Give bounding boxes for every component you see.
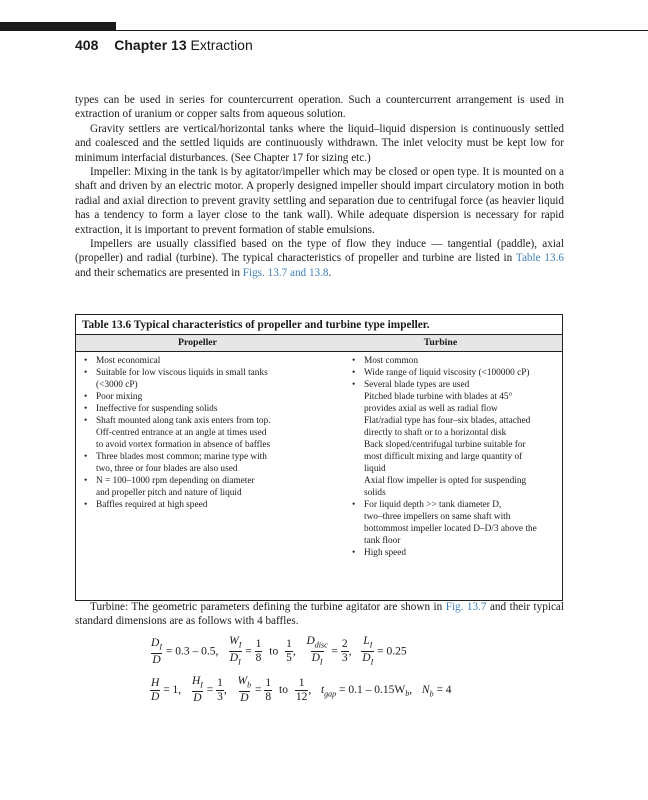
turbine-item: solids xyxy=(364,488,386,498)
eq1-value: = 0.3 – 0.5, xyxy=(165,645,219,658)
eq2-comma: , xyxy=(292,645,296,658)
propeller-item: Off-centred entrance at an angle at times used xyxy=(96,428,267,438)
turbine-list xyxy=(352,355,554,559)
page-number: 408 xyxy=(75,37,99,53)
eq2-to: to xyxy=(269,645,279,658)
turbine-item: • Several blade types are used xyxy=(352,379,554,391)
eq6-den: D xyxy=(193,692,202,705)
eq2-f2-num: 1 xyxy=(286,638,292,651)
eq2-num-sub: I xyxy=(238,640,242,650)
figures-link[interactable]: Figs. 13.7 and 13.8 xyxy=(242,266,329,279)
propeller-column xyxy=(76,352,344,559)
propeller-item: to avoid vortex formation in absence of baffles xyxy=(96,440,271,450)
eq2-f1-num: 1 xyxy=(255,638,262,651)
header-bar xyxy=(0,22,116,31)
eq5-num: H xyxy=(151,676,160,689)
chapter-label: Chapter 13 xyxy=(114,37,187,53)
turbine-item: • Wide range of liquid viscosity (<100000 cP) xyxy=(352,367,554,379)
body-text xyxy=(75,93,564,280)
eq2-equals: = xyxy=(245,645,252,658)
turbine-item: Pitched blade turbine with blades at 45° xyxy=(364,392,513,402)
eq1-den: D xyxy=(152,653,161,666)
eq5-value: = 1, xyxy=(163,683,182,696)
table-13-6 xyxy=(75,314,563,601)
eq8-lhs: t xyxy=(320,683,325,696)
frac-wi-di xyxy=(228,635,242,669)
frac-2-3 xyxy=(341,638,349,665)
eq7-f2-den: 12 xyxy=(295,690,308,703)
running-header xyxy=(75,37,253,53)
eq3-f-den: 3 xyxy=(341,652,348,665)
eq7-den: D xyxy=(240,692,249,705)
eq2-den: D xyxy=(229,652,239,665)
equation-line-1 xyxy=(150,635,407,669)
propeller-item: • Ineffective for suspending solids xyxy=(84,403,336,415)
frac-1-12 xyxy=(295,676,312,704)
eq1-num: D xyxy=(151,636,160,649)
table-link[interactable]: Table 13.6 xyxy=(515,252,565,265)
propeller-item: • Poor mixing xyxy=(84,391,336,403)
turbine-column xyxy=(344,352,562,559)
eq3-comma: , xyxy=(348,645,352,658)
eq2-f1-den: 8 xyxy=(255,652,262,665)
turbine-item: two–three impellers on same shaft with xyxy=(364,512,511,522)
eq6-equals: = xyxy=(206,683,214,696)
frac-1-8 xyxy=(255,638,263,665)
turbine-item: liquid xyxy=(364,464,386,474)
eq7-f2-num: 1 xyxy=(298,676,305,689)
eq2-f2-den: 5 xyxy=(286,652,292,665)
eq4-value: = 0.25 xyxy=(377,645,407,658)
eq8-nb: N xyxy=(421,683,430,696)
turbine-item: • Most common xyxy=(352,355,554,367)
turbine-item: • For liquid depth >> tank diameter D, xyxy=(352,499,554,511)
eq3-num: D xyxy=(306,635,315,647)
eq3-den-sub: I xyxy=(319,657,323,667)
eq7-f1-num: 1 xyxy=(265,676,272,689)
eq4-den: D xyxy=(362,652,371,665)
propeller-item: • Three blades most common; marine type with xyxy=(84,451,336,463)
eq7-to: to xyxy=(279,683,288,696)
turbine-item: Back sloped/centrifugal turbine suitable for xyxy=(364,440,526,450)
paragraph-5-b: and their typical standard dimensions are as follows with 4 baffles. xyxy=(75,601,564,628)
chapter-title: Extraction xyxy=(190,37,253,53)
propeller-item: • Baffles required at high speed xyxy=(84,499,336,511)
turbine-item: Flat/radial type has four–six blades, attached xyxy=(364,416,531,426)
eq6-num: H xyxy=(191,675,201,687)
eq4-num-sub: I xyxy=(369,640,373,650)
turbine-item: bottommost impeller located D–D/3 above the xyxy=(364,524,537,534)
paragraph-2: Gravity settlers are vertical/horizontal tanks where the liquid–liquid dispersion is continuously settled and coalesced and the settled liquids are continuously withdrawn. The inlet velocity must be kept low for minimum interfacial disturbances. (See Chapter 17 for sizing etc.) xyxy=(75,122,564,164)
frac-1-8b xyxy=(264,677,272,704)
frac-hi-d xyxy=(191,675,204,705)
eq8-lhs-sub: gap xyxy=(324,689,337,699)
eq8-value-sub: b xyxy=(405,689,410,699)
col-header-turbine: Turbine xyxy=(423,337,458,348)
propeller-item: • N = 100–1000 rpm depending on diameter xyxy=(84,475,336,487)
eq7-comma: , xyxy=(308,683,312,696)
propeller-item: • Suitable for low viscous liquids in small tanks xyxy=(84,367,336,379)
turbine-paragraph xyxy=(75,600,564,629)
paragraph-1: types can be used in series for countercurrent operation. Such a countercurrent arrangement is used in extraction of uranium or copper salts from aqueous solution. xyxy=(75,94,564,121)
propeller-item: (<3000 cP) xyxy=(96,380,138,390)
eq3-den: D xyxy=(311,652,320,665)
frac-1-3 xyxy=(216,677,224,704)
eq8-nb-value: = 4 xyxy=(436,683,452,696)
propeller-item: and propeller pitch and nature of liquid xyxy=(96,488,242,498)
eq6-f-den: 3 xyxy=(217,690,223,703)
paragraph-5-a: Turbine: The geometric parameters defining the turbine agitator are shown in xyxy=(90,601,446,613)
equation-line-2 xyxy=(150,675,452,705)
eq5-den: D xyxy=(151,690,160,703)
paragraph-3: Impeller: Mixing in the tank is by agitator/impeller which may be closed or open type. It is mounted on a shaft and driven by an electric motor. A properly designed impeller should impart circulatory motion in both radial and axial direction to prevent gravity settling and separation due to centrifugal force (as heavier liquid has a tendency to form a layer close to the tank wall). While adequate dispersion is necessary for rapid extraction, it is important to prevent formation of stable emulsions. xyxy=(75,166,564,236)
table-header-row xyxy=(76,335,562,352)
eq4-den-sub: I xyxy=(370,657,374,667)
eq8-value: = 0.1 – 0.15W xyxy=(339,683,406,696)
eq3-num-sub: disc xyxy=(314,640,328,650)
frac-di-d xyxy=(150,637,163,667)
col-header-propeller: Propeller xyxy=(178,337,217,348)
paragraph-4-a: Impellers are usually classified based on the type of flow they induce — tangential (paddle), axial (propeller) and radial (turbine). The typical characteristics of propeller and turbine are listed in xyxy=(75,238,564,265)
eq4-num: L xyxy=(363,635,370,647)
table-body xyxy=(76,352,562,559)
frac-h-d xyxy=(150,677,160,704)
propeller-item: two, three or four blades are also used xyxy=(96,464,238,474)
tgap-label xyxy=(320,683,337,699)
turbine-item: • High speed xyxy=(352,547,554,559)
propeller-item: • Shaft mounted along tank axis enters from top. xyxy=(84,415,336,427)
eq8-comma: , xyxy=(409,683,413,696)
eq7-f1-den: 8 xyxy=(265,690,272,703)
eq7-num-sub: b xyxy=(247,680,252,690)
turbine-item: tank floor xyxy=(364,536,401,546)
frac-1-5 xyxy=(285,638,293,665)
eq7-num: W xyxy=(237,675,248,687)
eq6-f-num: 1 xyxy=(217,676,223,689)
frac-ddisc-di xyxy=(305,635,328,669)
paragraph-4-c: . xyxy=(328,266,332,279)
eq3-equals: = xyxy=(331,645,339,658)
eq6-comma: , xyxy=(223,683,227,696)
turbine-item: directly to shaft or to a horizontal disk xyxy=(364,428,507,438)
eq2-num: W xyxy=(229,635,239,647)
eq8-nb-sub: b xyxy=(429,689,434,699)
fig-link[interactable]: Fig. 13.7 xyxy=(445,601,487,613)
eq2-den-sub: I xyxy=(238,657,241,667)
turbine-item: provides axial as well as radial flow xyxy=(364,404,498,414)
turbine-item: most difficult mixing and large quantity of xyxy=(364,452,523,462)
table-caption: Table 13.6 Typical characteristics of propeller and turbine type impeller. xyxy=(76,315,562,335)
eq3-f-num: 2 xyxy=(341,638,348,651)
turbine-item: Axial flow impeller is opted for suspending xyxy=(364,476,527,486)
eq7-equals: = xyxy=(255,683,262,696)
frac-li-di xyxy=(361,635,374,669)
eq6-num-sub: I xyxy=(200,680,203,690)
propeller-list xyxy=(84,355,336,511)
frac-wb-d xyxy=(237,675,253,705)
eq1-num-sub: I xyxy=(159,641,162,651)
paragraph-4-b: and their schematics are presented in xyxy=(75,266,243,279)
paragraph-4 xyxy=(75,237,564,280)
nb-label xyxy=(421,683,434,699)
paragraph-5 xyxy=(75,600,564,629)
header-rule xyxy=(116,30,648,31)
propeller-item: • Most economical xyxy=(84,355,336,367)
